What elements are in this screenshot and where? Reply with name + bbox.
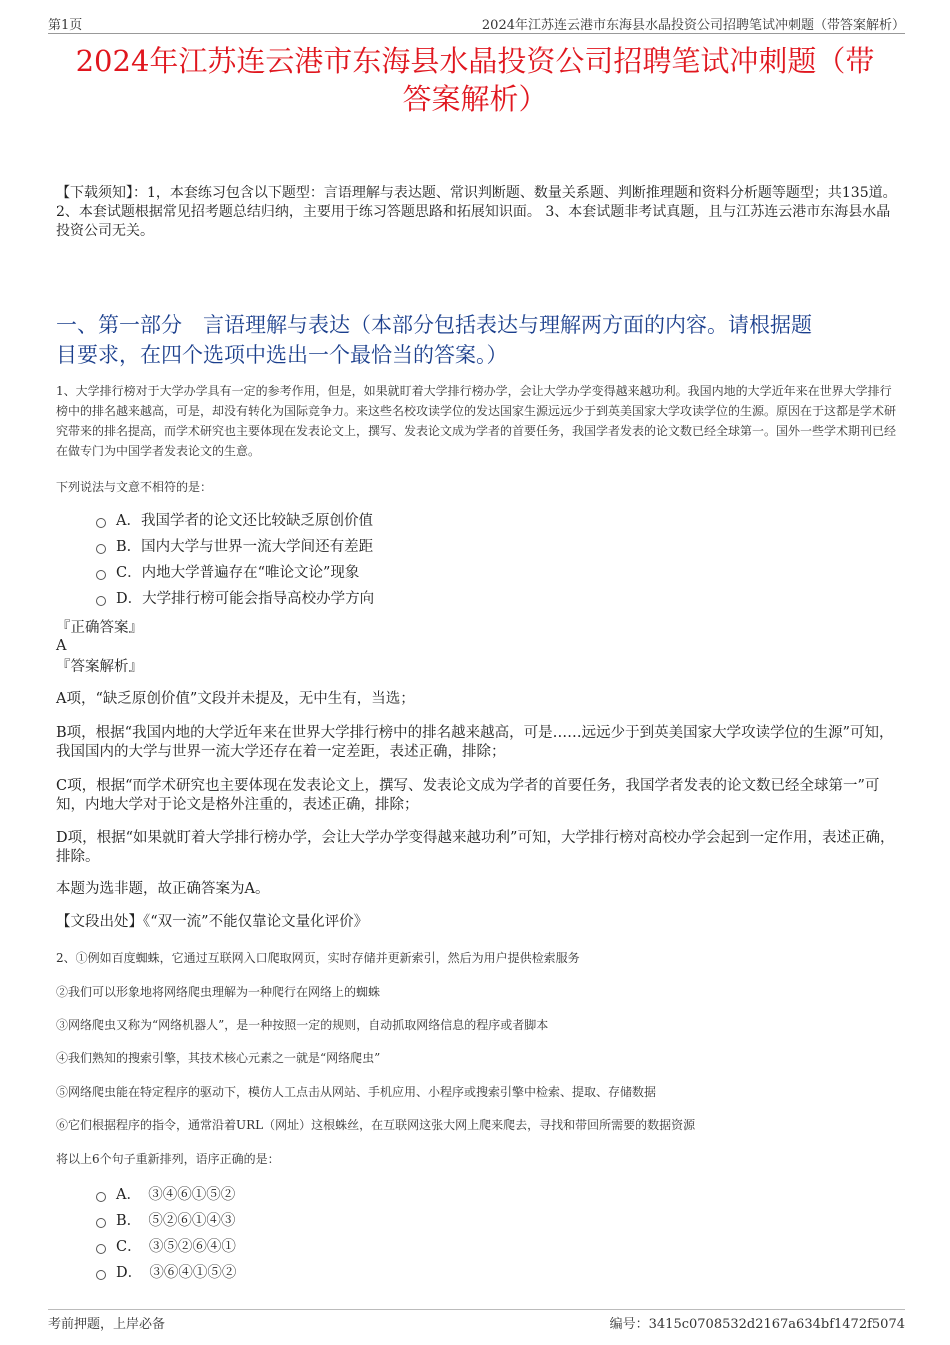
q1-option-d[interactable]	[96, 589, 374, 609]
q1-analysis-a: A项，“缺乏原创价值”文段并未提及，无中生有，当选；	[56, 691, 415, 707]
q1-analysis-b: B项，根据“我国内地的大学近年来在世界大学排行榜中的排名越来越高，可是……远远少于到英美国家大学攻读学位的生源”可知，我国国内的大学与世界一流大学还存在着一定差距，表述正确，排除；	[56, 725, 894, 760]
option-label: D．大学排行榜可能会指导高校办学方向	[116, 591, 375, 607]
q2-option-c[interactable]	[96, 1237, 236, 1257]
option-label: A． ③④⑥①⑤②	[116, 1187, 236, 1203]
q1-analysis-c: C项，根据“而学术研究也主要体现在发表论文上，撰写、发表论文成为学者的首要任务，我国学者发表的论文数已经全球第一”可知，内地大学对于论文是格外注重的，表述正确，排除；	[56, 778, 880, 813]
section-heading-line-2: 目要求，在四个选项中选出一个最恰当的答案。）	[56, 343, 508, 367]
download-notice: 【下载须知】：1，本套练习包含以下题型：言语理解与表达题、常识判断题、数量关系题、判断推理题和资料分析题等题型；共135道。 2、本套试题根据常见招考题总结归纳，主要用于练习答题思路和拓展知识面。 3、本套试题非考试真题，且与江苏连云港市东海县水晶投资公司无关。	[56, 185, 897, 239]
document-title	[40, 42, 910, 118]
option-label: D． ③⑥④①⑤②	[116, 1265, 237, 1281]
running-header-title: 2024年江苏连云港市东海县水晶投资公司招聘笔试冲刺题（带答案解析）	[481, 18, 905, 33]
q2-sentence-2: ②我们可以形象地将网络爬虫理解为一种爬行在网络上的蜘蛛	[56, 985, 381, 999]
q1-source: 【文段出处】《“双一流”不能仅靠论文量化评价》	[56, 914, 369, 930]
option-label: B． ⑤②⑥①④③	[116, 1213, 236, 1229]
q1-answer: A	[56, 638, 67, 654]
option-label: C．内地大学普遍存在“唯论文论”现象	[116, 565, 360, 581]
q2-sentence-3: ③网络爬虫又称为“网络机器人”，是一种按照一定的规则，自动抓取网络信息的程序或者脚本	[56, 1018, 549, 1032]
footer-slogan: 考前押题，上岸必备	[48, 1317, 166, 1332]
q2-option-d[interactable]	[96, 1263, 236, 1283]
q2-sentence-6: ⑥它们根据程序的指令，通常沿着URL（网址）这根蛛丝，在互联网这张大网上爬来爬去，寻找和带回所需要的数据资源	[56, 1118, 696, 1132]
q2-option-b[interactable]	[96, 1211, 235, 1231]
radio-icon[interactable]	[96, 1218, 106, 1228]
option-label: B．国内大学与世界一流大学间还有差距	[116, 539, 374, 555]
q2-sentence-1: 2、①例如百度蜘蛛，它通过互联网入口爬取网页，实时存储并更新索引，然后为用户提供检索服务	[56, 951, 580, 965]
radio-icon[interactable]	[96, 1270, 106, 1280]
title-line-1: 2024年江苏连云港市东海县水晶投资公司招聘笔试冲刺题（带	[75, 44, 875, 78]
q2-sentence-4: ④我们熟知的搜索引擎，其技术核心元素之一就是“网络爬虫”	[56, 1051, 381, 1065]
q1-conclusion: 本题为选非题，故正确答案为A。	[56, 881, 270, 897]
q1-stem: 1、大学排行榜对于大学办学具有一定的参考作用，但是，如果就盯着大学排行榜办学，会让大学办学变得越来越功利。我国内地的大学近年来在世界大学排行榜中的排名越来越高，可是，却没有转化为国际竞争力。来这些名校攻读学位的发达国家生源远远少于到英美国家大学攻读学位的生源。原因在于这都是学术研究带来的排名提高，而学术研究也主要体现在发表论文上，撰写、发表论文成为学者的首要任务，我国学者发表的论文数已经全球第一。国外一些学术期刊已经在做专门为中国学者发表论文的生意。	[56, 384, 897, 458]
radio-icon[interactable]	[96, 544, 106, 554]
section-heading	[56, 310, 901, 370]
radio-icon[interactable]	[96, 1192, 106, 1202]
q2-option-a[interactable]	[96, 1185, 235, 1205]
header-divider	[48, 33, 905, 34]
footer-doc-id: 编号：3415c0708532d2167a634bf1472f5074	[609, 1317, 905, 1332]
section-heading-line-1: 一、第一部分 言语理解与表达（本部分包括表达与理解两方面的内容。请根据题	[56, 313, 812, 337]
radio-icon[interactable]	[96, 596, 106, 606]
radio-icon[interactable]	[96, 1244, 106, 1254]
q1-option-c[interactable]	[96, 563, 359, 583]
radio-icon[interactable]	[96, 570, 106, 580]
q1-ask: 下列说法与文意不相符的是：	[56, 480, 213, 494]
q1-option-b[interactable]	[96, 537, 373, 557]
q1-analysis-label: 『答案解析』	[56, 659, 143, 675]
radio-icon[interactable]	[96, 518, 106, 528]
q2-ask: 将以上6个句子重新排列，语序正确的是：	[56, 1152, 280, 1166]
q1-option-a[interactable]	[96, 511, 373, 531]
q1-answer-label: 『正确答案』	[56, 620, 143, 636]
q1-analysis-d: D项，根据“如果就盯着大学排行榜办学，会让大学办学变得越来越功利”可知，大学排行榜对高校办学会起到一定作用，表述正确，排除。	[56, 830, 895, 865]
option-label: C． ③⑤②⑥④①	[116, 1239, 236, 1255]
footer-divider	[48, 1309, 905, 1310]
title-line-2: 答案解析）	[402, 82, 548, 116]
option-label: A．我国学者的论文还比较缺乏原创价值	[116, 513, 373, 529]
q2-sentence-5: ⑤网络爬虫能在特定程序的驱动下，模仿人工点击从网站、手机应用、小程序或搜索引擎中检索、提取、存储数据	[56, 1085, 657, 1099]
page-number: 第1页	[48, 18, 83, 33]
